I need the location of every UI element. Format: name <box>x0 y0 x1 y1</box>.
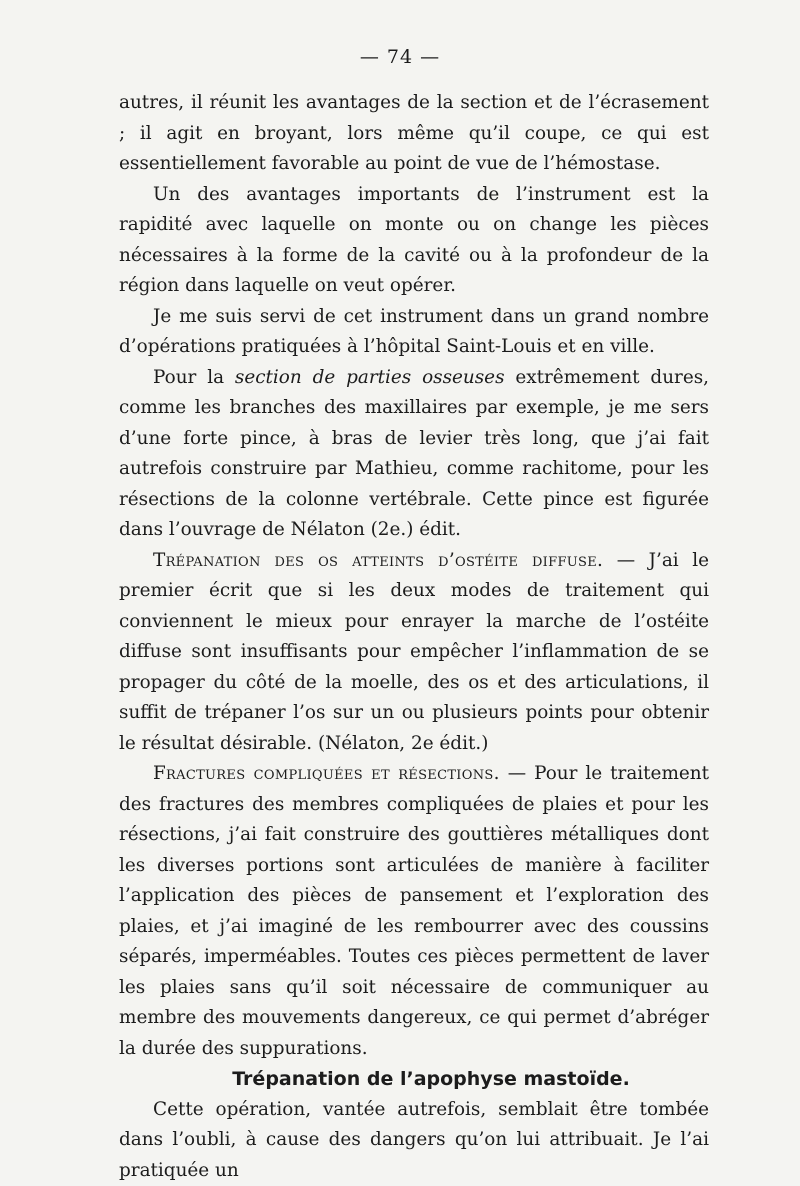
paragraph-4-lead: Pour la <box>153 367 235 388</box>
run-in-heading-fractures: Fractures compliquées et résections. <box>153 763 500 784</box>
body-text <box>119 88 709 1186</box>
paragraph-4-rest: extrêmement dures, comme les branches des maxillaires par exemple, je me sers d’une forte pince, à bras de levier très long, que j’ai fait autrefois construire par Mathieu, comme rachitome, pour les résections de la colonne vertébrale. Cette pince est figurée dans l’ouvrage de Nélaton (2e.) édit. <box>119 367 709 541</box>
paragraph-2: Un des avantages importants de l’instrument est la rapidité avec laquelle on monte ou on change les pièces nécessaires à la forme de la cavité ou à la profondeur de la région dans laquelle on veut opérer. <box>119 180 709 302</box>
italic-term: section de parties osseuses <box>235 367 505 388</box>
paragraph-4 <box>119 363 709 546</box>
page-number: — 74 — <box>0 46 800 68</box>
paragraph-3: Je me suis servi de cet instrument dans un grand nombre d’opérations pratiquées à l’hôpital Saint-Louis et en ville. <box>119 302 709 363</box>
paragraph-6-body: — Pour le traitement des fractures des membres compliquées de plaies et pour les résections, j’ai fait construire des gouttières métalliques dont les diverses portions sont articulées de manière à faciliter l’application des pièces de pansement et l’exploration des plaies, et j’ai imaginé de les rembourrer avec des coussins séparés, imperméables. Toutes ces pièces permettent de laver les plaies sans qu’il soit nécessaire de communiquer au membre des mouvements dangereux, ce qui permet d’abréger la durée des suppurations. <box>119 763 709 1059</box>
section-heading: Trépanation de l’apophyse mastoïde. <box>119 1064 709 1095</box>
paragraph-7: Cette opération, vantée autrefois, semblait être tombée dans l’oubli, à cause des dangers qu’on lui attribuait. Je l’ai pratiquée un <box>119 1095 709 1186</box>
paragraph-1: autres, il réunit les avantages de la section et de l’écrasement ; il agit en broyant, lors même qu’il coupe, ce qui est essentiellement favorable au point de vue de l’hémostase. <box>119 88 709 180</box>
paragraph-5 <box>119 546 709 760</box>
run-in-heading-trepanation: Trépanation des os atteints d’ostéite diffuse. <box>153 550 603 571</box>
paragraph-5-body: — J’ai le premier écrit que si les deux modes de traitement qui conviennent le mieux pour enrayer la marche de l’ostéite diffuse sont insuffisants pour empêcher l’inflammation de se propager du côté de la moelle, des os et des articulations, il suffit de trépaner l’os sur un ou plusieurs points pour obtenir le résultat désirable. (Nélaton, 2e édit.) <box>119 550 709 754</box>
paragraph-6 <box>119 759 709 1064</box>
